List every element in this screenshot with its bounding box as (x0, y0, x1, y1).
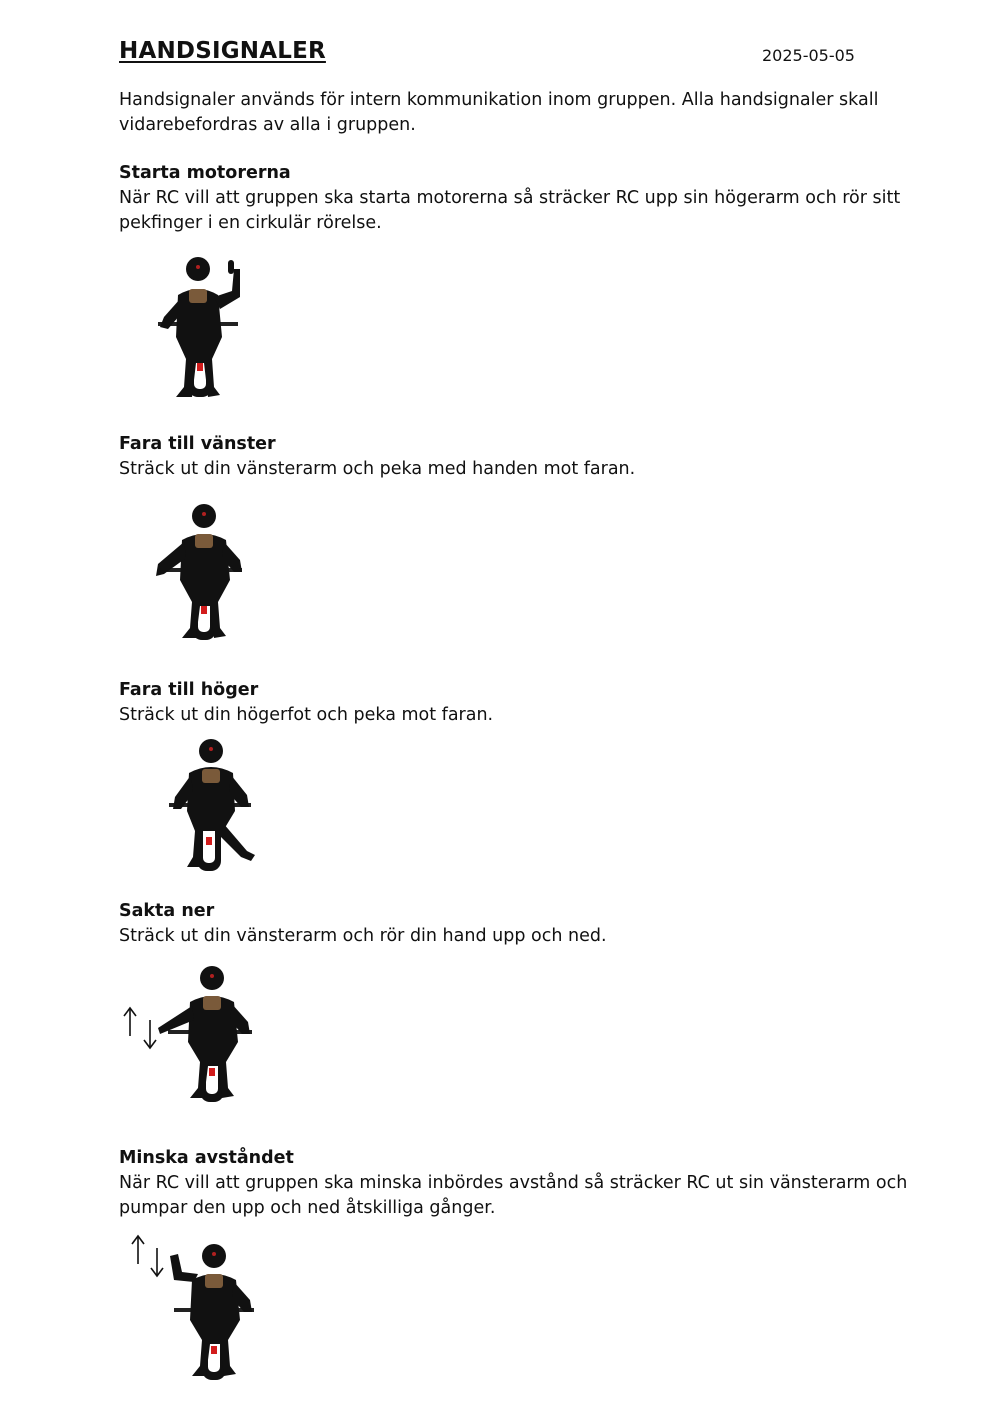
section-text: Sträck ut din vänsterarm och peka med handen mot faran. (119, 459, 636, 479)
section-heading: Fara till höger (119, 680, 259, 700)
section-text: När RC vill att gruppen ska minska inbördes avstånd så sträcker RC ut sin vänsterarm och pumpar den upp och ned åtskilliga gånger. (119, 1173, 908, 1218)
section-heading: Sakta ner (119, 901, 215, 921)
section-sakta-ner (119, 899, 909, 949)
document-date: 2025-05-05 (762, 46, 855, 65)
section-heading: Minska avståndet (119, 1148, 294, 1168)
rider-right-foot-out-icon (155, 737, 265, 877)
rider-left-arm-out-arrows-icon (118, 962, 258, 1110)
intro-paragraph: Handsignaler används för intern kommunikation inom gruppen. Alla handsignaler skall vidarebefordras av alla i gruppen. (119, 90, 879, 135)
section-text: Sträck ut din högerfot och peka mot faran. (119, 705, 494, 725)
rider-left-arm-down-icon (152, 502, 252, 650)
section-starta-motorerna (119, 161, 909, 236)
section-fara-till-hoger (119, 678, 909, 728)
section-fara-till-vanster (119, 432, 909, 482)
section-text: När RC vill att gruppen ska starta motorerna så sträcker RC upp sin högerarm och rör sitt pekfinger i en cirkulär rörelse. (119, 188, 901, 233)
section-heading: Fara till vänster (119, 434, 276, 454)
section-minska-avstandet (119, 1146, 909, 1221)
section-heading: Starta motorerna (119, 163, 291, 183)
page-title: HANDSIGNALER (119, 38, 326, 64)
rider-right-arm-up-icon (150, 255, 250, 403)
section-text: Sträck ut din vänsterarm och rör din hand upp och ned. (119, 926, 607, 946)
rider-left-arm-up-arrows-icon (124, 1230, 264, 1388)
